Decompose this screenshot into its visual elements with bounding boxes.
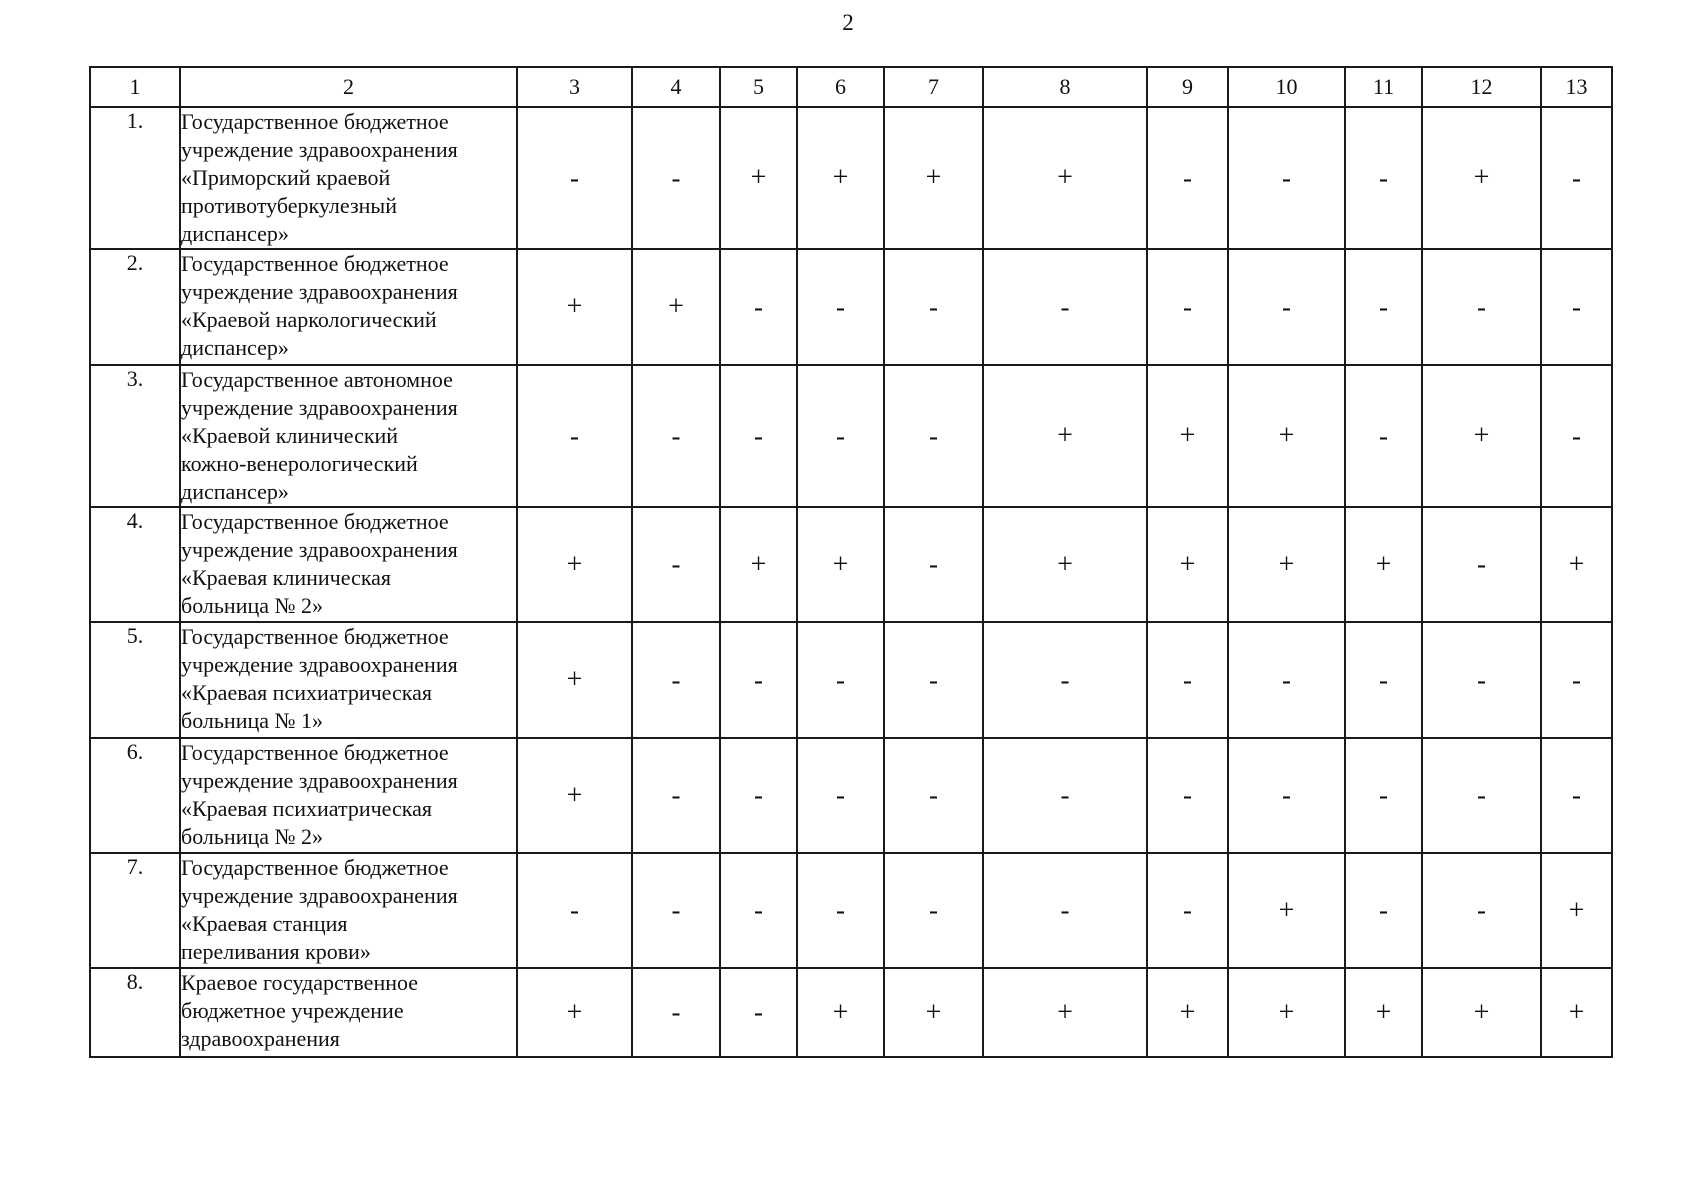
mark-cell-col-5: - (720, 622, 797, 738)
institution-name (180, 249, 517, 365)
institution-name-line: Государственное бюджетное (181, 624, 449, 649)
column-header-4: 4 (632, 67, 720, 107)
institution-name-line: «Приморский краевой (181, 165, 391, 190)
mark-cell-col-8: + (983, 365, 1147, 507)
mark-cell-col-7: - (884, 853, 983, 968)
institution-name-line: Государственное бюджетное (181, 251, 449, 276)
mark-cell-col-7: - (884, 507, 983, 622)
institution-name (180, 107, 517, 249)
mark-cell-col-12: + (1422, 365, 1541, 507)
institution-name-line: учреждение здравоохранения (181, 883, 458, 908)
table-row (90, 507, 1612, 622)
institution-name (180, 853, 517, 968)
mark-cell-col-12: - (1422, 622, 1541, 738)
mark-cell-col-4: + (632, 249, 720, 365)
mark-cell-col-11: - (1345, 738, 1422, 853)
mark-cell-col-9: - (1147, 622, 1228, 738)
table-row (90, 365, 1612, 507)
mark-cell-col-12: + (1422, 107, 1541, 249)
institution-name-line: учреждение здравоохранения (181, 652, 458, 677)
mark-cell-col-12: - (1422, 249, 1541, 365)
mark-cell-col-3: + (517, 507, 632, 622)
table-row (90, 622, 1612, 738)
row-number: 4. (90, 507, 180, 622)
institution-name-line: больница № 2» (181, 824, 323, 849)
mark-cell-col-9: - (1147, 249, 1228, 365)
institution-name-line: учреждение здравоохранения (181, 768, 458, 793)
mark-cell-col-7: - (884, 365, 983, 507)
column-header-5: 5 (720, 67, 797, 107)
row-number: 3. (90, 365, 180, 507)
institution-name-line: диспансер» (181, 335, 289, 360)
institution-name (180, 738, 517, 853)
mark-cell-col-8: + (983, 107, 1147, 249)
mark-cell-col-7: - (884, 249, 983, 365)
mark-cell-col-9: - (1147, 107, 1228, 249)
institution-name-line: Государственное бюджетное (181, 509, 449, 534)
mark-cell-col-10: - (1228, 738, 1345, 853)
mark-cell-col-6: - (797, 365, 884, 507)
institution-name (180, 622, 517, 738)
column-header-7: 7 (884, 67, 983, 107)
mark-cell-col-8: - (983, 249, 1147, 365)
mark-cell-col-6: - (797, 249, 884, 365)
mark-cell-col-11: - (1345, 249, 1422, 365)
mark-cell-col-4: - (632, 853, 720, 968)
column-header-9: 9 (1147, 67, 1228, 107)
mark-cell-col-10: - (1228, 107, 1345, 249)
mark-cell-col-13: - (1541, 365, 1612, 507)
row-number: 2. (90, 249, 180, 365)
mark-cell-col-6: - (797, 738, 884, 853)
institution-name-line: «Краевая клиническая (181, 565, 392, 590)
institution-name-line: «Краевая станция (181, 911, 348, 936)
institution-name-line: диспансер» (181, 479, 289, 504)
mark-cell-col-12: - (1422, 738, 1541, 853)
mark-cell-col-9: + (1147, 507, 1228, 622)
mark-cell-col-3: + (517, 738, 632, 853)
mark-cell-col-5: - (720, 968, 797, 1057)
mark-cell-col-5: - (720, 738, 797, 853)
mark-cell-col-6: - (797, 853, 884, 968)
mark-cell-col-11: - (1345, 365, 1422, 507)
row-number: 5. (90, 622, 180, 738)
institution-name-line: Краевое государственное (181, 970, 419, 995)
column-header-3: 3 (517, 67, 632, 107)
institution-name-line: учреждение здравоохранения (181, 395, 458, 420)
page-number: 2 (842, 10, 854, 35)
institution-name (180, 365, 517, 507)
mark-cell-col-7: - (884, 738, 983, 853)
column-header-1: 1 (90, 67, 180, 107)
institution-name-line: учреждение здравоохранения (181, 137, 458, 162)
mark-cell-col-10: + (1228, 507, 1345, 622)
institutions-table (89, 66, 1613, 1058)
mark-cell-col-10: + (1228, 853, 1345, 968)
institution-name-line: учреждение здравоохранения (181, 279, 458, 304)
column-header-2: 2 (180, 67, 517, 107)
mark-cell-col-10: + (1228, 968, 1345, 1057)
mark-cell-col-13: + (1541, 507, 1612, 622)
mark-cell-col-7: + (884, 968, 983, 1057)
mark-cell-col-3: + (517, 968, 632, 1057)
mark-cell-col-9: + (1147, 365, 1228, 507)
mark-cell-col-12: - (1422, 507, 1541, 622)
mark-cell-col-8: - (983, 738, 1147, 853)
mark-cell-col-10: - (1228, 622, 1345, 738)
column-header-8: 8 (983, 67, 1147, 107)
mark-cell-col-13: - (1541, 249, 1612, 365)
mark-cell-col-10: + (1228, 365, 1345, 507)
institution-name-line: больница № 1» (181, 708, 323, 733)
mark-cell-col-7: - (884, 622, 983, 738)
row-number: 8. (90, 968, 180, 1057)
row-number: 6. (90, 738, 180, 853)
institution-name-line: «Краевой клинический (181, 423, 399, 448)
table-header-row (90, 67, 1612, 107)
mark-cell-col-4: - (632, 107, 720, 249)
table-row (90, 107, 1612, 249)
institution-name-line: «Краевая психиатрическая (181, 796, 433, 821)
institution-name-line: учреждение здравоохранения (181, 537, 458, 562)
table-row (90, 738, 1612, 853)
institution-name-line: бюджетное учреждение (181, 998, 404, 1023)
mark-cell-col-6: + (797, 968, 884, 1057)
mark-cell-col-3: + (517, 249, 632, 365)
institution-name-line: здравоохранения (181, 1026, 340, 1051)
row-number: 7. (90, 853, 180, 968)
table-row (90, 968, 1612, 1057)
institution-name-line: Государственное автономное (181, 367, 453, 392)
mark-cell-col-5: + (720, 507, 797, 622)
institution-name (180, 968, 517, 1057)
mark-cell-col-13: + (1541, 853, 1612, 968)
mark-cell-col-9: + (1147, 968, 1228, 1057)
column-header-6: 6 (797, 67, 884, 107)
column-header-13: 13 (1541, 67, 1612, 107)
table-row (90, 249, 1612, 365)
mark-cell-col-4: - (632, 365, 720, 507)
institution-name-line: «Краевая психиатрическая (181, 680, 433, 705)
institution-name-line: больница № 2» (181, 593, 323, 618)
mark-cell-col-9: - (1147, 738, 1228, 853)
institution-name-line: Государственное бюджетное (181, 855, 449, 880)
column-header-11: 11 (1345, 67, 1422, 107)
mark-cell-col-3: - (517, 107, 632, 249)
mark-cell-col-6: + (797, 507, 884, 622)
column-header-12: 12 (1422, 67, 1541, 107)
mark-cell-col-13: - (1541, 107, 1612, 249)
table-row (90, 853, 1612, 968)
mark-cell-col-6: + (797, 107, 884, 249)
institution-name-line: Государственное бюджетное (181, 740, 449, 765)
institution-name-line: Государственное бюджетное (181, 109, 449, 134)
mark-cell-col-13: - (1541, 622, 1612, 738)
institution-name-line: переливания крови» (181, 939, 371, 964)
mark-cell-col-3: - (517, 853, 632, 968)
mark-cell-col-8: + (983, 507, 1147, 622)
mark-cell-col-12: + (1422, 968, 1541, 1057)
mark-cell-col-5: - (720, 853, 797, 968)
mark-cell-col-6: - (797, 622, 884, 738)
mark-cell-col-12: - (1422, 853, 1541, 968)
institution-name-line: противотуберкулезный (181, 193, 397, 218)
mark-cell-col-11: - (1345, 622, 1422, 738)
mark-cell-col-4: - (632, 622, 720, 738)
institution-name-line: диспансер» (181, 221, 289, 246)
mark-cell-col-3: - (517, 365, 632, 507)
mark-cell-col-5: + (720, 107, 797, 249)
institution-name-line: кожно-венерологический (181, 451, 418, 476)
mark-cell-col-5: - (720, 249, 797, 365)
mark-cell-col-13: + (1541, 968, 1612, 1057)
mark-cell-col-13: - (1541, 738, 1612, 853)
column-header-10: 10 (1228, 67, 1345, 107)
mark-cell-col-9: - (1147, 853, 1228, 968)
row-number: 1. (90, 107, 180, 249)
table-body (90, 107, 1612, 1057)
mark-cell-col-4: - (632, 507, 720, 622)
mark-cell-col-7: + (884, 107, 983, 249)
mark-cell-col-11: - (1345, 107, 1422, 249)
mark-cell-col-3: + (517, 622, 632, 738)
institution-name (180, 507, 517, 622)
mark-cell-col-11: - (1345, 853, 1422, 968)
mark-cell-col-10: - (1228, 249, 1345, 365)
mark-cell-col-4: - (632, 968, 720, 1057)
mark-cell-col-8: - (983, 853, 1147, 968)
mark-cell-col-4: - (632, 738, 720, 853)
mark-cell-col-11: + (1345, 507, 1422, 622)
mark-cell-col-8: - (983, 622, 1147, 738)
mark-cell-col-8: + (983, 968, 1147, 1057)
mark-cell-col-11: + (1345, 968, 1422, 1057)
mark-cell-col-5: - (720, 365, 797, 507)
institution-name-line: «Краевой наркологический (181, 307, 437, 332)
